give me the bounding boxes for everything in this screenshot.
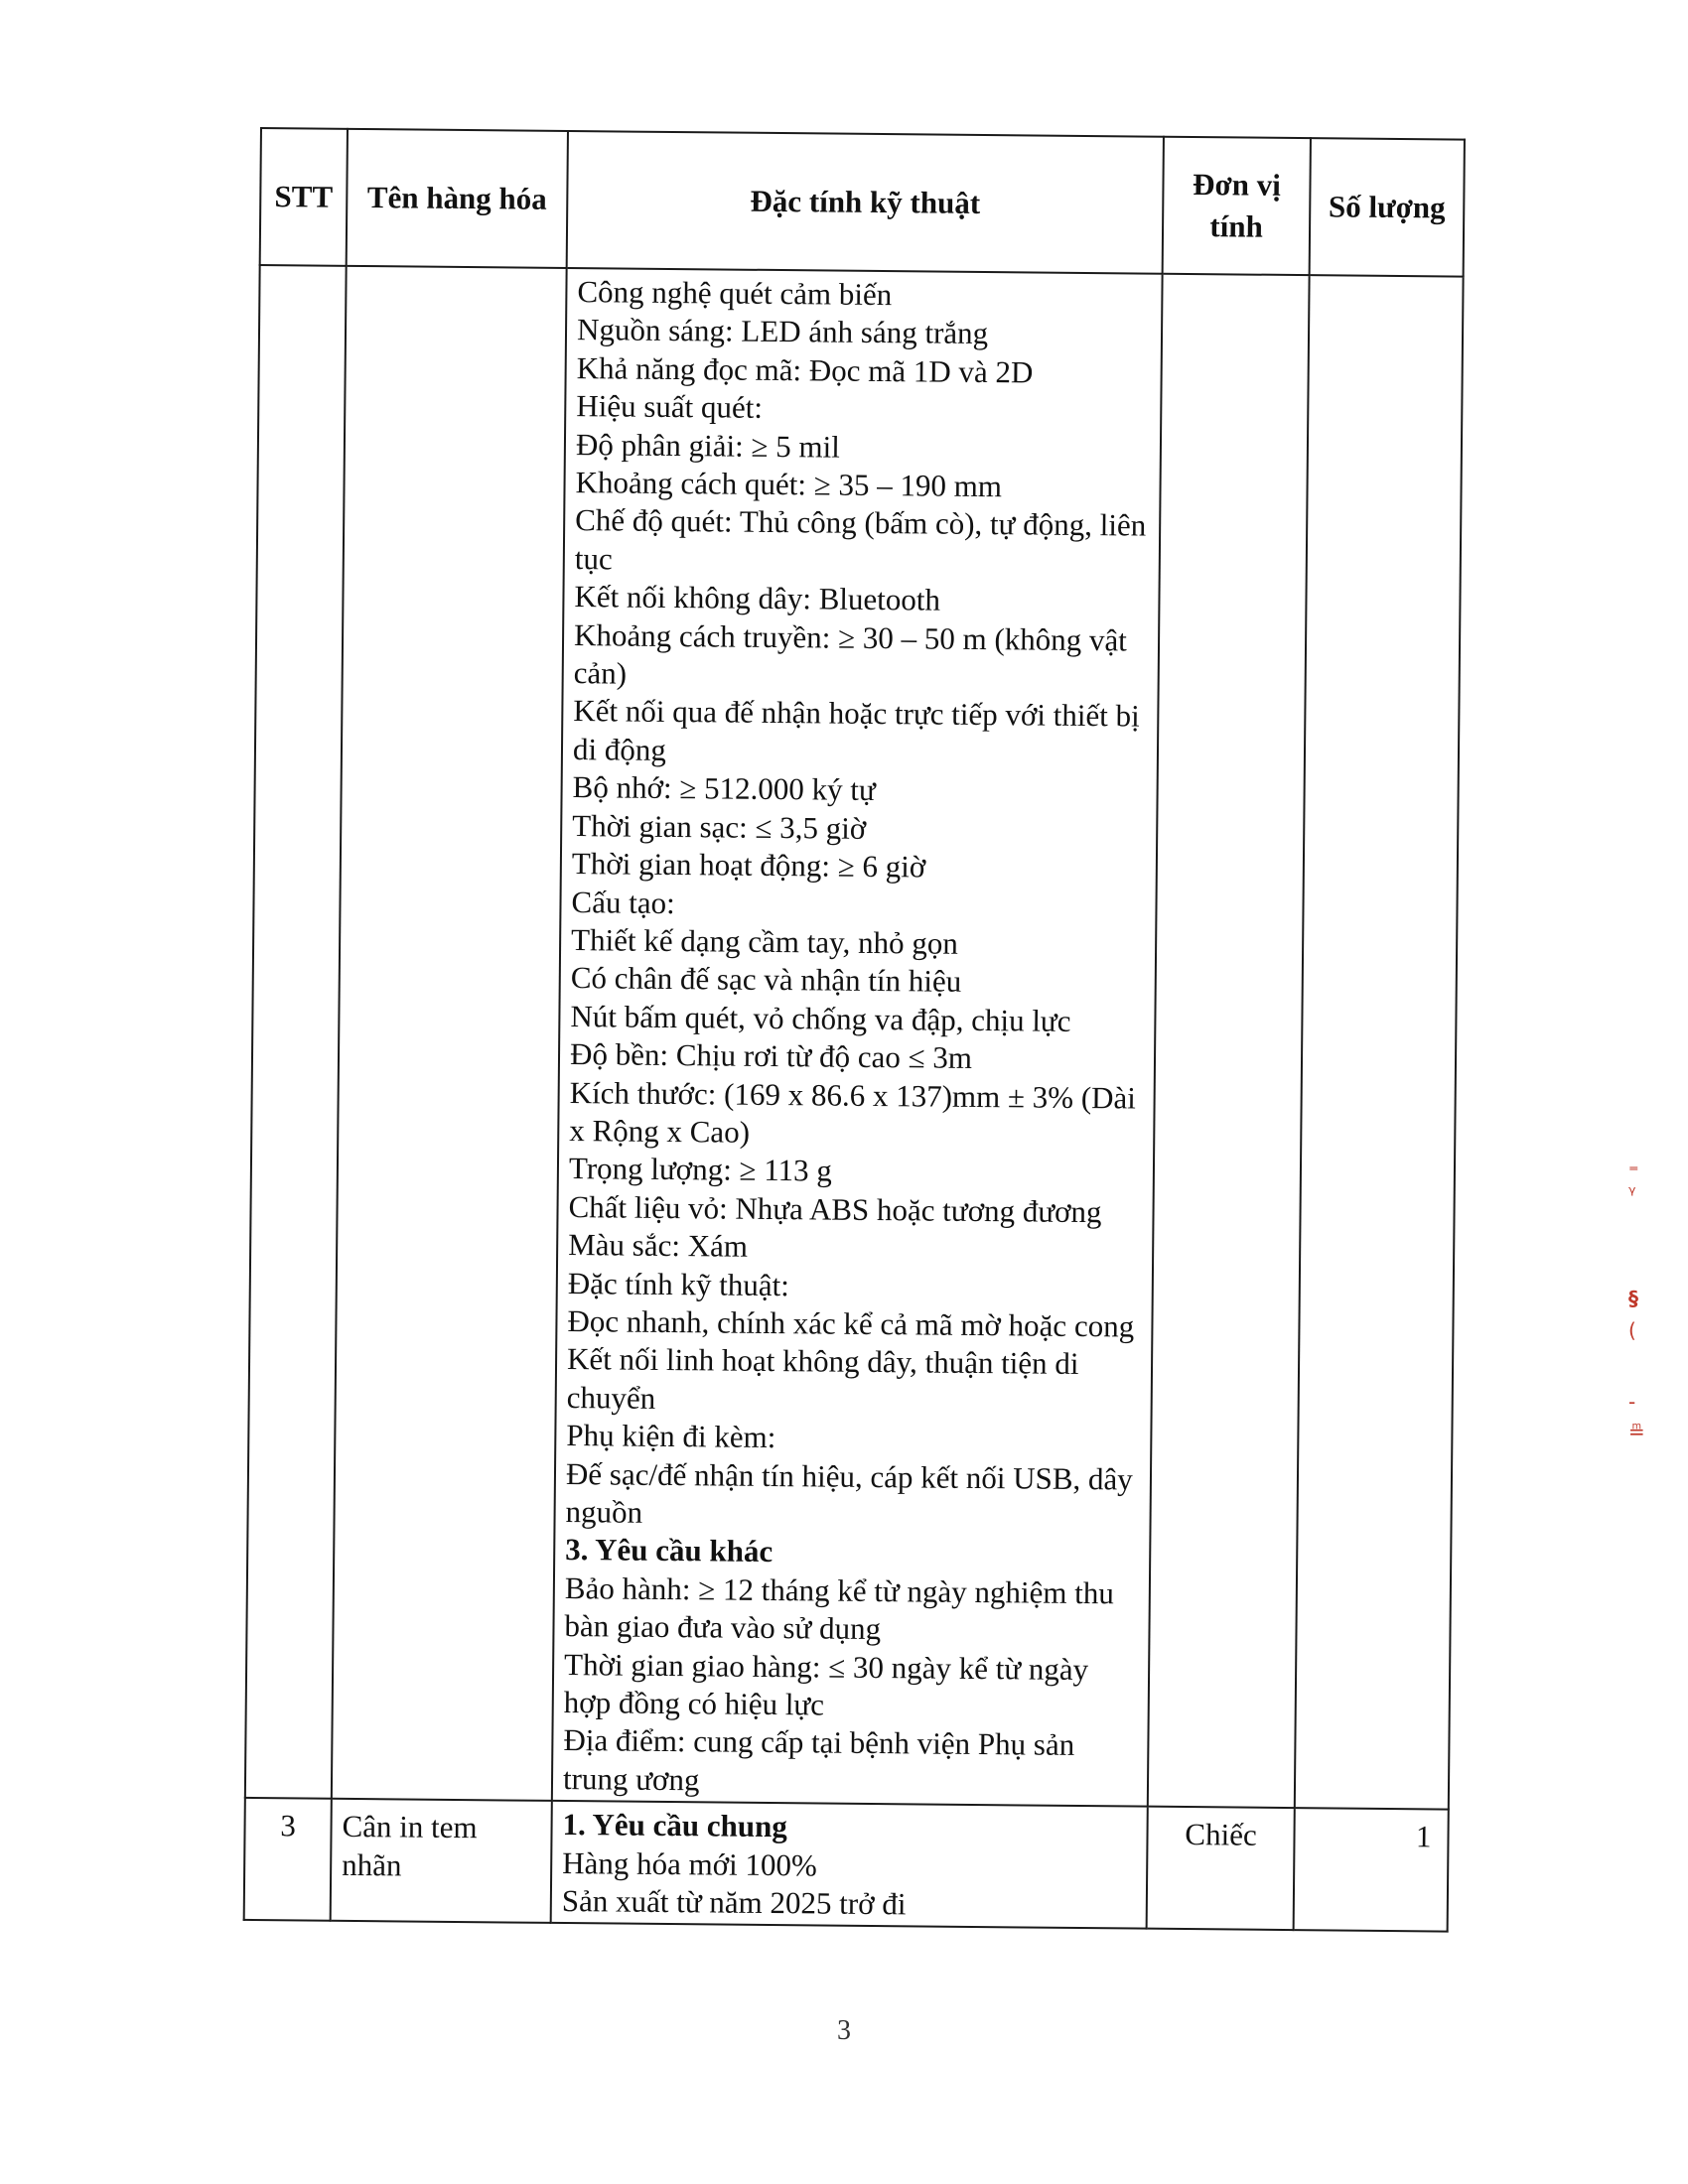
spec-line: Khoảng cách quét: ≥ 35 – 190 mm xyxy=(575,465,1003,504)
row-continued-unit xyxy=(1148,274,1310,1809)
row-continued-spec xyxy=(552,268,1163,1807)
header-quantity: Số lượng xyxy=(1310,138,1465,276)
table-header-row xyxy=(260,128,1465,277)
row-3-stt: 3 xyxy=(244,1798,332,1921)
spec-line: Kết nối qua đế nhận hoặc trực tiếp với thiết bị di động xyxy=(572,693,1140,767)
spec-line: Địa điểm: cung cấp tại bệnh viện Phụ sản trung ương xyxy=(562,1722,1075,1798)
spec-line: Độ bền: Chịu rơi từ độ cao ≤ 3m xyxy=(569,1036,973,1076)
specification-table xyxy=(243,127,1466,1933)
spec-line: Độ phân giải: ≥ 5 mil xyxy=(575,426,840,465)
spec-line: 1. Yêu cầu chung xyxy=(562,1807,787,1844)
header-technical-specs: Đặc tính kỹ thuật xyxy=(567,131,1164,274)
header-stt: STT xyxy=(260,128,348,266)
spec-line: Trọng lượng: ≥ 113 g xyxy=(568,1151,833,1188)
spec-line: Cấu tạo: xyxy=(571,884,675,920)
stamp-fragment-mark: - xyxy=(1628,1390,1636,1414)
row-3-quantity: 1 xyxy=(1294,1808,1449,1932)
spec-line: Nguồn sáng: LED ánh sáng trắng xyxy=(576,312,989,351)
page-number: 3 xyxy=(837,2015,851,2046)
spec-line: Thời gian hoạt động: ≥ 6 giờ xyxy=(571,846,926,885)
row-3-spec xyxy=(551,1801,1148,1929)
row-continued-qty xyxy=(1295,275,1464,1810)
spec-line: Chế độ quét: Thủ công (bấm cò), tự động, liên tục xyxy=(574,502,1147,577)
spec-line: Kết nối không dây: Bluetooth xyxy=(574,579,941,617)
spec-line: Công nghệ quét cảm biến xyxy=(577,274,893,313)
spec-line: Thời gian sạc: ≤ 3,5 giờ xyxy=(572,807,867,846)
spec-line: Đế sạc/đế nhận tín hiệu, cáp kết nối USB, dây nguồn xyxy=(565,1455,1133,1530)
spec-line: Thời gian giao hàng: ≤ 30 ngày kể từ ngày hợp đồng có hiệu lực xyxy=(563,1646,1089,1722)
spec-line: Màu sắc: Xám xyxy=(568,1227,749,1264)
header-unit: Đơn vị tính xyxy=(1163,137,1311,275)
stamp-fragment-mark: ᵞ xyxy=(1628,1181,1636,1205)
row-3-unit: Chiếc xyxy=(1147,1807,1295,1931)
row-3-name: Cân in tem nhãn xyxy=(331,1799,552,1923)
spec-line: Khả năng đọc mã: Đọc mã 1D và 2D xyxy=(576,349,1034,390)
header-item-name: Tên hàng hóa xyxy=(347,129,568,268)
spec-line: Sản xuất từ năm 2025 trở đi xyxy=(561,1883,907,1922)
stamp-fragment-mark: ≞ xyxy=(1628,1420,1645,1443)
spec-line: Phụ kiện đi kèm: xyxy=(566,1418,776,1455)
spec-line: Đặc tính kỹ thuật: xyxy=(567,1265,789,1302)
spec-line: Khoảng cách truyền: ≥ 30 – 50 m (không vật cản) xyxy=(573,616,1128,691)
spec-line: Bộ nhớ: ≥ 512.000 ký tự xyxy=(572,769,876,808)
row-continued-name xyxy=(332,266,567,1801)
row-continued-stt xyxy=(245,265,347,1799)
stamp-fragment xyxy=(1628,1161,1658,1479)
spec-list xyxy=(562,1806,1137,1926)
spec-line: Hiệu suất quét: xyxy=(576,388,764,426)
spec-line: Kích thước: (169 x 86.6 x 137)mm ± 3% (Dài x Rộng x Cao) xyxy=(569,1074,1137,1150)
spec-list xyxy=(563,273,1152,1804)
spec-line: 3. Yêu cầu khác xyxy=(565,1532,774,1570)
spec-line: Chất liệu vỏ: Nhựa ABS hoặc tương đương xyxy=(568,1188,1102,1229)
stamp-fragment-mark: ( xyxy=(1628,1318,1636,1342)
table-row xyxy=(245,265,1464,1810)
spec-line: Đọc nhanh, chính xác kể cả mã mờ hoặc cong xyxy=(567,1302,1135,1344)
spec-line: Thiết kế dạng cầm tay, nhỏ gọn xyxy=(570,921,958,961)
stamp-fragment-mark: § xyxy=(1628,1287,1638,1310)
spec-line: Có chân đế sạc và nhận tín hiệu xyxy=(570,960,962,1000)
spec-line: Bảo hành: ≥ 12 tháng kể từ ngày nghiệm thu bàn giao đưa vào sử dụng xyxy=(564,1570,1115,1647)
spec-line: Hàng hóa mới 100% xyxy=(562,1844,817,1883)
table-row xyxy=(244,1798,1449,1932)
stamp-fragment-mark: ⁼ xyxy=(1628,1160,1639,1183)
spec-line: Nút bấm quét, vỏ chống va đập, chịu lực xyxy=(570,998,1071,1038)
spec-line: Kết nối linh hoạt không dây, thuận tiện di chuyển xyxy=(566,1341,1079,1416)
